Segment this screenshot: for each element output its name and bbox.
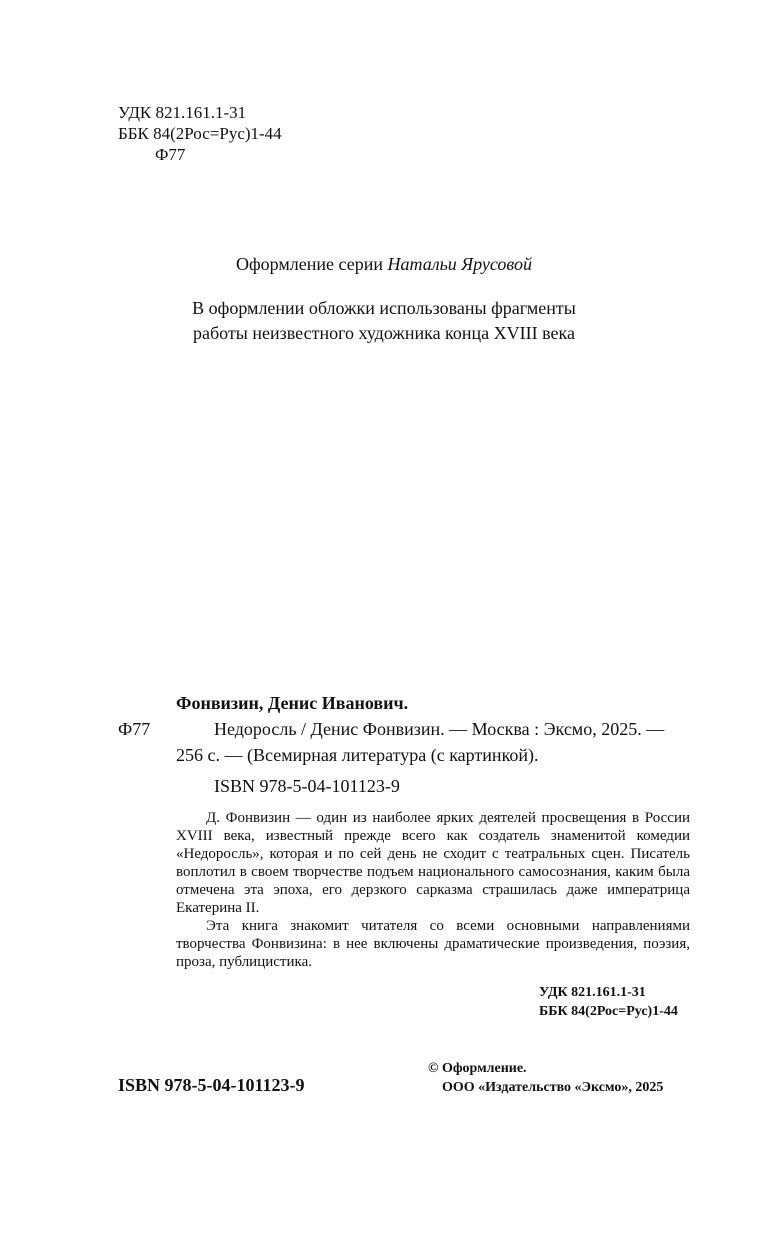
annotation (176, 809, 690, 971)
cover-credit-line-1: В оформлении обложки использованы фрагменты (192, 298, 576, 318)
footer-isbn: ISBN 978-5-04-101123-9 (118, 1075, 305, 1095)
bbk-code: ББК 84(2Рос=Рус)1-44 (118, 124, 282, 143)
card-udk-code: УДК 821.161.1-31 (539, 985, 646, 1000)
card-author: Фонвизин, Денис Иванович. (176, 693, 409, 713)
cover-credit-line-2: работы неизвестного художника конца XVIII века (193, 323, 575, 343)
udk-code: УДК 821.161.1-31 (118, 103, 247, 122)
card-isbn: ISBN 978-5-04-101123-9 (214, 776, 400, 796)
author-mark: Ф77 (155, 145, 186, 164)
series-design-prefix: Оформление серии (236, 254, 383, 274)
card-bbk-code: ББК 84(2Рос=Рус)1-44 (539, 1004, 678, 1019)
copyright-line-1: © Оформление. (428, 1061, 527, 1076)
copyright-line-2: ООО «Издательство «Эксмо», 2025 (442, 1080, 664, 1095)
card-title-line-1: Недоросль / Денис Фонвизин. — Москва : Эксмо, 2025. — (214, 719, 665, 739)
series-designer-name: Натальи Ярусовой (387, 254, 532, 274)
series-design-credit (0, 252, 768, 277)
card-title-line-2: 256 с. — (Всемирная литература (с картинкой). (176, 745, 539, 765)
annotation-paragraph-2: Эта книга знакомит читателя со всеми основными направлениями творчества Фонвизина: в нее включены драматические произведения, поэзия, проза, публицистика. (176, 918, 690, 970)
card-author-mark: Ф77 (118, 719, 151, 739)
annotation-paragraph-1: Д. Фонвизин — один из наиболее ярких деятелей просвещения в России XVIII века, известный прежде всего как создатель знаменитой комедии «Недоросль», которая и по сей день не сходит с театральных сцен. Писатель воплотил в своем творчестве подъем национального самосознания, каким была отмечена эта эпоха, его дерзкого сарказма страшилась даже императрица Екатерина II. (176, 810, 690, 916)
